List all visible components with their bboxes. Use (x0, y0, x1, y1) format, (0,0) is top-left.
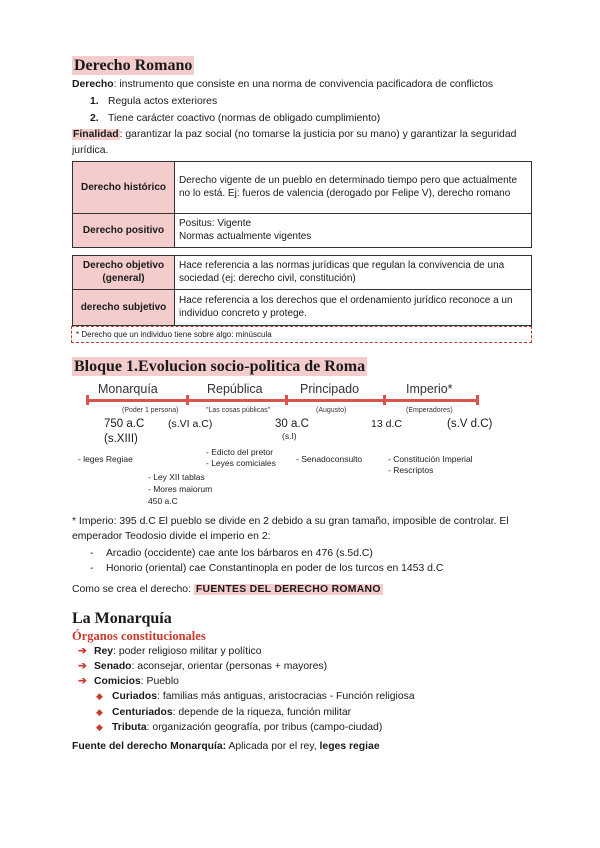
era-principado: Principado (300, 382, 360, 397)
timeline-note: - Ley XII tablas (148, 472, 205, 483)
date-label: (s.V d.C) (447, 418, 493, 431)
timeline-note: - Edicto del pretor (206, 447, 274, 458)
date-label: 750 a.C (104, 418, 145, 431)
timeline-tick (285, 395, 288, 405)
date-label: 13 d.C (371, 418, 402, 431)
list-item: ◆ Tributa: organización geografía, por tribus (campo-ciudad) (96, 721, 383, 733)
era-sub-label: (Augusto) (316, 407, 347, 415)
timeline-line (88, 399, 478, 402)
table-term-cell: derecho subjetivo (73, 289, 175, 325)
timeline-tick (383, 395, 386, 405)
fuente-derecho-monarquia: Fuente del derecho Monarquía: Aplicada por el rey, leges regiae (72, 740, 380, 752)
list-item: 1. Regula actos exteriores (90, 96, 218, 108)
timeline-note: - Mores maiorum (148, 484, 213, 495)
list-item: ◆ Curiados: familias más antiguas, aristocracias - Función religiosa (96, 691, 415, 703)
finalidad-paragraph: Finalidad: garantizar la paz social (no tomarse la justicia por su mano) y garantizar la seguridad jurídica. (72, 129, 517, 156)
timeline-note: - Rescriptos (388, 465, 434, 476)
table-definition-cell: Positus: Vigente Normas actualmente vigentes (175, 213, 532, 247)
table-row (73, 255, 532, 289)
fuentes-line: Como se crea el derecho: FUENTES DEL DERECHO ROMANO (72, 583, 381, 595)
imperio-note: * Imperio: 395 d.C El pueblo se divide en 2 debido a su gran tamaño, imposible de controlar. El emperador Teodosio divide el imperio en 2: (72, 516, 509, 543)
organos-list (78, 644, 532, 689)
table-term-cell: Derecho positivo (73, 213, 175, 247)
list-item: ➔ Rey: poder religioso militar y político (78, 644, 532, 659)
arrow-icon: ➔ (78, 676, 87, 688)
era-sub-label: (Poder 1 persona) (122, 407, 179, 415)
list-item: - Honorio (oriental) cae Constantinopla en poder de los turcos en 1453 d.C (90, 562, 444, 574)
objetivo-subjetivo-table (72, 255, 532, 326)
diamond-icon: ◆ (96, 691, 103, 702)
derecho-types-table (72, 161, 532, 248)
timeline-note: - Constitución Imperial (388, 454, 473, 465)
organos-subtitle: Órganos constitucionales (72, 628, 206, 643)
era-imperio: Imperio* (406, 382, 453, 397)
table-row (73, 289, 532, 325)
table-term-cell: Derecho histórico (73, 161, 175, 213)
derecho-characteristics-list (90, 94, 532, 126)
era-monarquia: Monarquía (98, 382, 158, 397)
diamond-icon: ◆ (96, 706, 103, 717)
list-item: ➔ Senado: aconsejar, orientar (personas + mayores) (78, 659, 532, 674)
era-sub-label: "Las cosas públicas" (206, 407, 271, 415)
timeline-tick (86, 395, 89, 405)
date-sub-label: (s.XIII) (104, 433, 138, 446)
section-title-derecho-romano: Derecho Romano (74, 57, 193, 74)
table-definition-cell: Hace referencia a los derechos que el ordenamiento jurídico reconoce a un individuo concreto y protege. (175, 289, 532, 325)
roman-history-timeline (72, 380, 532, 514)
fuentes-highlight: FUENTES DEL DERECHO ROMANO (195, 583, 381, 595)
list-item: 2. Tiene carácter coactivo (normas de obligado cumplimiento) (90, 113, 381, 125)
table-term-cell: Derecho objetivo (general) (73, 255, 175, 289)
date-sub-label: (s.I) (282, 431, 297, 442)
timeline-note: - leges Regiae (78, 454, 133, 465)
timeline-note: 450 a.C (148, 496, 178, 507)
table-row (73, 213, 532, 247)
era-sub-label: (Emperadores) (406, 407, 453, 415)
date-label: 30 a.C (275, 418, 309, 431)
arrow-icon: ➔ (78, 646, 87, 658)
section-title-monarquia: La Monarquía (72, 609, 172, 627)
imperio-divisions-list (90, 546, 532, 576)
comicios-list (96, 689, 532, 734)
document-page (72, 56, 532, 754)
table-definition-cell: Hace referencia a las normas jurídicas que regulan la convivencia de una sociedad (ej: derecho civil, constitución) (175, 255, 532, 289)
table-definition-cell: Derecho vigente de un pueblo en determinado tiempo pero que actualmente no lo está. Ej: fueros de valencia (derogado por Felipe V), derecho romano (175, 161, 532, 213)
timeline-tick (186, 395, 189, 405)
arrow-icon: ➔ (78, 661, 87, 673)
timeline-note: - Leyes comiciales (206, 458, 276, 469)
timeline-tick (476, 395, 479, 405)
table-row (73, 161, 532, 213)
era-republica: República (207, 382, 263, 397)
diamond-icon: ◆ (96, 721, 103, 732)
derecho-definition: Derecho: instrumento que consiste en una norma de convivencia pacificadora de conflictos (72, 79, 494, 91)
timeline-note: - Senadoconsulto (296, 454, 363, 465)
list-item: ➔ Comicios: Pueblo (78, 674, 532, 689)
table-footnote: * Derecho que un individuo tiene sobre algo: minúscula (71, 326, 532, 344)
list-item: ◆ Centuriados: depende de la riqueza, función militar (96, 706, 352, 718)
section-title-bloque-1: Bloque 1.Evolucion socio-politica de Roma (74, 358, 366, 376)
date-label: (s.VI a.C) (168, 418, 213, 431)
list-item: - Arcadio (occidente) cae ante los bárbaros en 476 (s.5d.C) (90, 547, 373, 559)
